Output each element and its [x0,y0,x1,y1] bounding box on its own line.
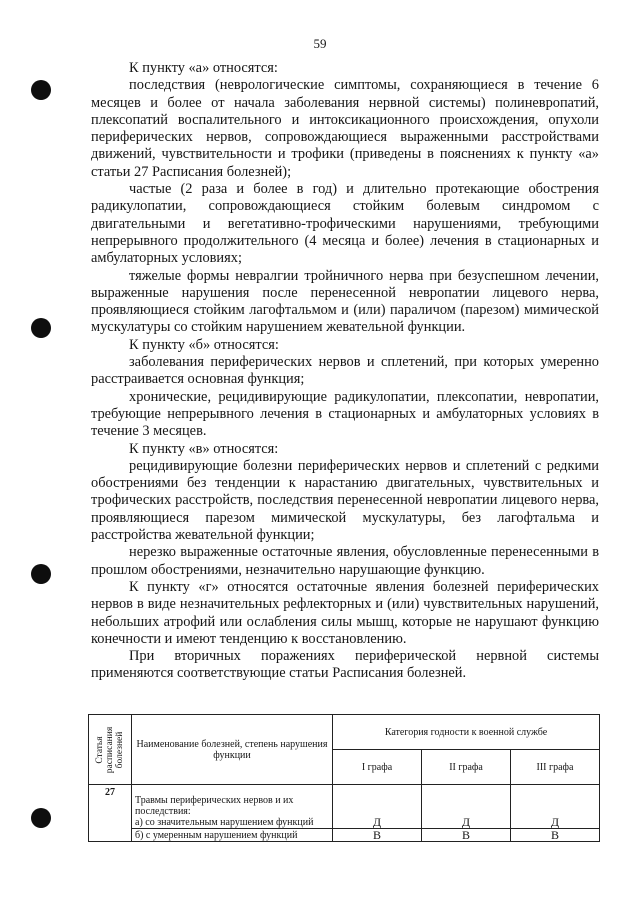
paragraph: частые (2 раза и более в год) и длительно протекающие обострения радикулопатии, сопровождающиеся стойким болевым синдромом с двигательными и вегетативно-трофическими нарушениями, требующими непрерывного продолжительного (4 месяца и более) лечения в стационарных и амбулаторных условиях; [91,181,599,267]
paragraph: К пункту «б» относятся: [129,336,279,353]
cell-value: В [333,829,422,842]
table-row [89,785,600,829]
header-column-3: III графа [511,750,600,785]
header-column-1: I графа [333,750,422,785]
paragraph: тяжелые формы невралгии тройничного нерва при безуспешном лечении, выраженные нарушения после перенесенной невропатии лицевого нерва, проявляющиеся стойким лагофтальмом и (или) параличом (парезом) мимической мускулатуры со стойким нарушением жевательной функции. [91,267,599,336]
cell-value: В [511,829,600,842]
paragraph: хронические, рецидивирующие радикулопатии, плексопатии, невропатии, требующие непрерывного лечения в стационарных и амбулаторных условиях в течение 3 месяцев. [91,388,599,440]
header-category: Категория годности к военной службе [333,715,600,750]
paragraph: При вторичных поражениях периферической нервной системы применяются соответствующие статьи Расписания болезней. [91,648,599,682]
paragraph: К пункту «а» относятся: [129,60,278,76]
header-article-label: Статья расписания болезней [95,726,125,773]
table-row [89,829,600,842]
paragraph: рецидивирующие болезни периферических нервов и сплетений с редкими обострениями без тенденции к нарастанию двигательных, чувствительных и трофических расстройств, последствия перенесенной невропатии лицевого нерва, проявляющиеся парезом мимической мускулатуры, без лагофтальма и расстройства жевательной функции; [91,457,599,544]
item-title: Травмы периферических нервов и их последствия: [135,795,294,817]
cell-value: Д [511,785,600,829]
paragraph: К пункту «г» относятся остаточные явления болезней периферических нервов в виде незначительных рефлекторных и (или) чувствительных нарушений, небольших атрофий или ослабления силы мышц, которые не нарушают функцию конечности и имеют тенденцию к восстановлению. [91,578,599,647]
header-name: Наименование болезней, степень нарушения функции [132,715,333,785]
row-label: а) со значительным нарушением функций [135,817,314,828]
paragraph: нерезко выраженные остаточные явления, обусловленные перенесенными в прошлом обострениями, незначительно нарушающие функцию. [91,544,599,578]
paragraph: заболевания периферических нервов и сплетений, при которых умеренно расстраивается основная функция; [91,354,599,388]
schedule-table [88,714,600,842]
page-number: 59 [313,36,327,51]
punch-hole-1 [31,80,51,100]
header-article [89,715,132,785]
row-label: б) с умеренным нарушением функций [132,829,333,842]
paragraph: К пункту «в» относятся: [129,440,279,457]
article-number: 27 [89,785,132,842]
cell-value: Д [333,785,422,829]
body-text [91,60,599,683]
punch-hole-4 [31,808,51,828]
header-column-2: II графа [422,750,511,785]
row-description [132,785,333,829]
punch-hole-3 [31,564,51,584]
cell-value: В [422,829,511,842]
punch-hole-2 [31,318,51,338]
cell-value: Д [422,785,511,829]
paragraph: последствия (неврологические симптомы, сохраняющиеся в течение 6 месяцев и более от начала заболевания нервной системы) полиневропатий, плексопатий воспалительного и интоксикационного происхождения, опухоли периферических нервов, сопровождающиеся выраженными расстройствами движений, чувствительности и трофики (приведены в пояснениях к пункту «а» статьи 27 Расписания болезней); [91,77,599,180]
